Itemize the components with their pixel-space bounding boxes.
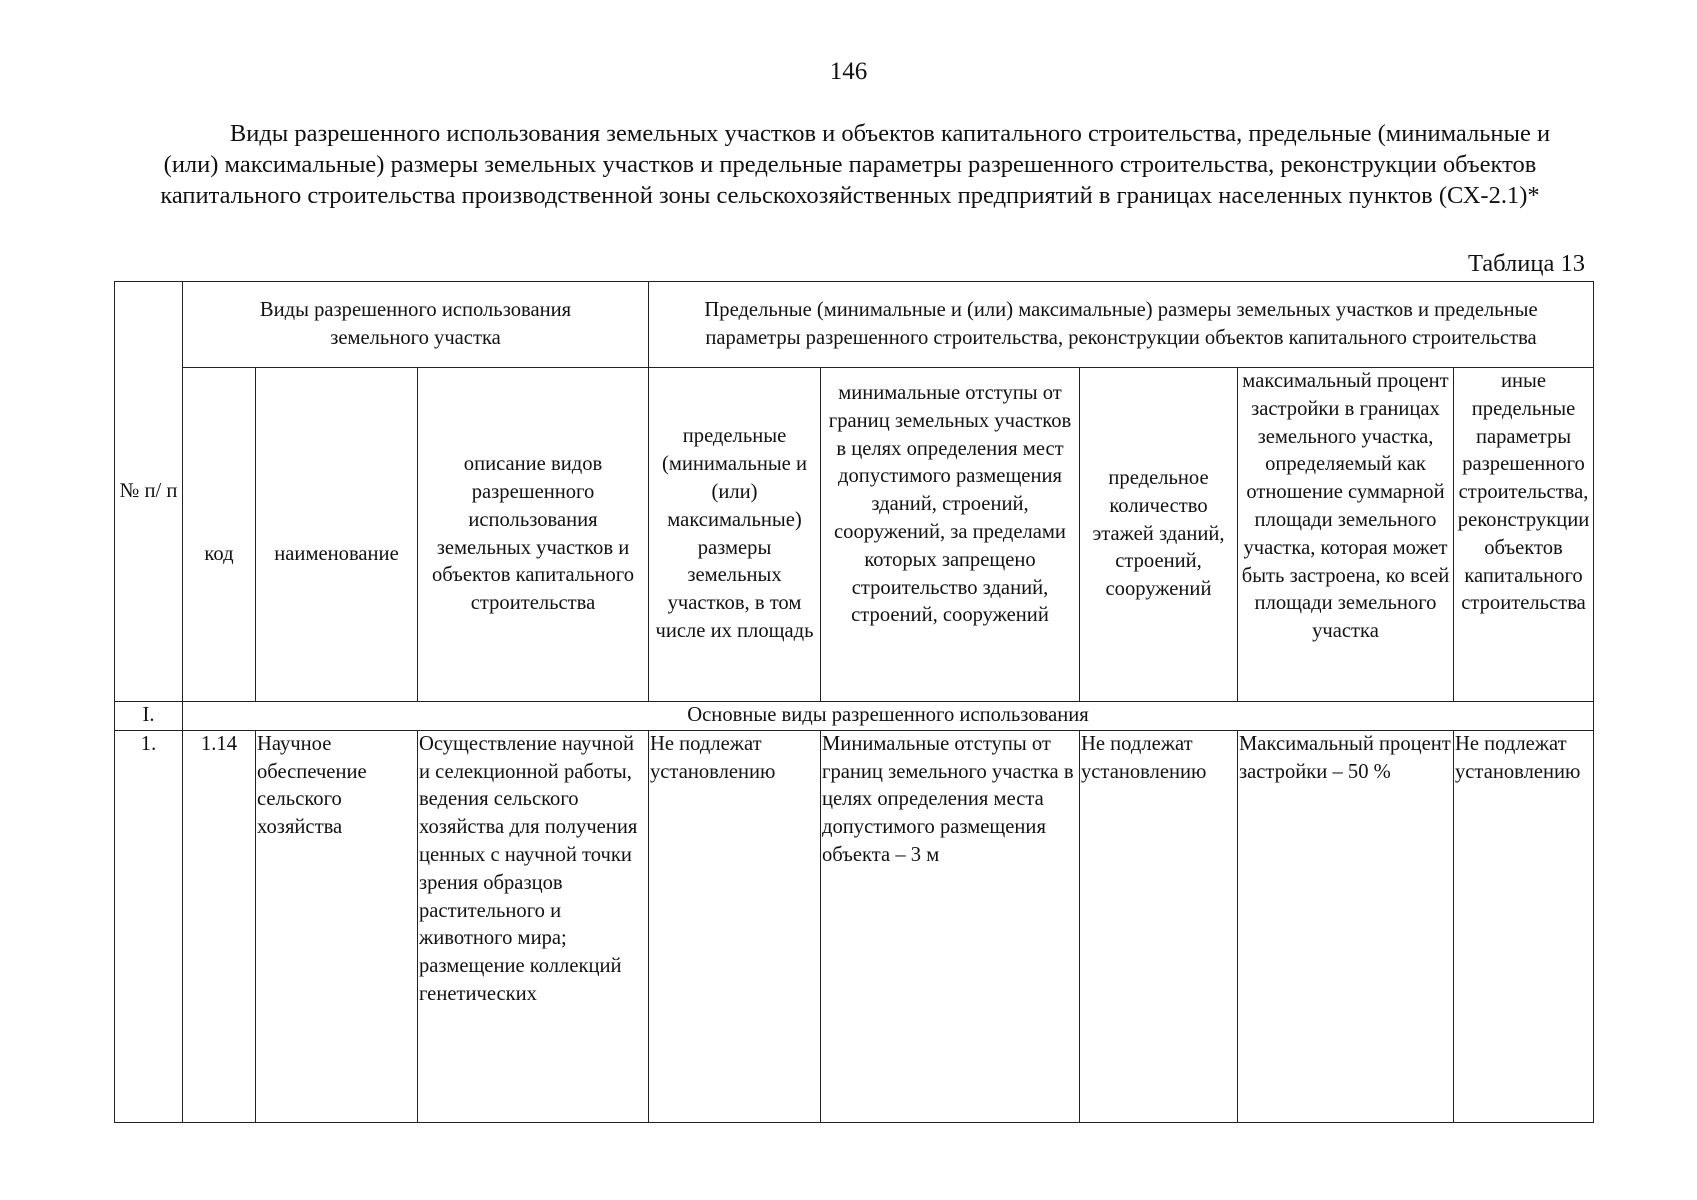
section-row <box>115 702 1594 731</box>
row-name: Научное обеспечение сельского хозяйства <box>256 730 418 1122</box>
table-row <box>115 730 1594 1122</box>
document-title: Виды разрешенного использования земельных участков и объектов капитального строительства, предельные (минимальные и (или) максимальные) размеры земельных участков и предельные параметры разрешенного строительства, реконструкции объектов капитального строительства производственной зоны сельскохозяйственных предприятий в границах населенных пунктов (СХ-2.1)* <box>160 120 1551 209</box>
section-num: I. <box>115 702 183 731</box>
header-name: наименование <box>256 368 418 702</box>
header-row-1 <box>115 282 1594 368</box>
header-group-limits: Предельные (минимальные и (или) максимальные) размеры земельных участков и предельные параметры разрешенного строительства, реконструкции объектов капитального строительства <box>649 282 1594 368</box>
row-num: 1. <box>115 730 183 1122</box>
header-setback: минимальные отступы от границ земельных участков в целях определения мест допустимого размещения зданий, строений, сооружений, за пределами которых запрещено строительство зданий, строений, сооружений <box>821 368 1080 702</box>
row-percent: Максимальный процент застройки – 50 % <box>1238 730 1454 1122</box>
row-code: 1.14 <box>183 730 256 1122</box>
zoning-table <box>114 281 1594 1123</box>
section-label: Основные виды разрешенного использования <box>183 702 1594 731</box>
header-code: код <box>183 368 256 702</box>
header-floors: предельное количество этажей зданий, строений, сооружений <box>1080 368 1238 702</box>
header-num: № п/ п <box>115 282 183 702</box>
page-number: 146 <box>829 58 868 85</box>
row-other: Не подлежат установлению <box>1454 730 1594 1122</box>
header-row-2 <box>115 368 1594 702</box>
row-description: Осуществление научной и селекционной работы, ведения сельского хозяйства для получения ценных с научной точки зрения образцов растительного и животного мира; размещение коллекций генетических <box>418 730 649 1122</box>
header-other: иные предельные параметры разрешенного строительства, реконструкции объектов капитального строительства <box>1454 368 1594 702</box>
row-size: Не подлежат установлению <box>649 730 821 1122</box>
header-percent: максимальный процент застройки в границах земельного участка, определяемый как отношение суммарной площади земельного участка, которая может быть застроена, ко всей площади земельного участка <box>1238 368 1454 702</box>
header-group-use: Виды разрешенного использования земельного участка <box>183 282 649 368</box>
table-label: Таблица 13 <box>1467 250 1585 277</box>
row-setback: Минимальные отступы от границ земельного участка в целях определения места допустимого размещения объекта – 3 м <box>821 730 1080 1122</box>
row-floors: Не подлежат установлению <box>1080 730 1238 1122</box>
header-description: описание видов разрешенного использования земельных участков и объектов капитального строительства <box>418 368 649 702</box>
header-size: предельные (минимальные и (или) максимальные) размеры земельных участков, в том числе их площадь <box>649 368 821 702</box>
